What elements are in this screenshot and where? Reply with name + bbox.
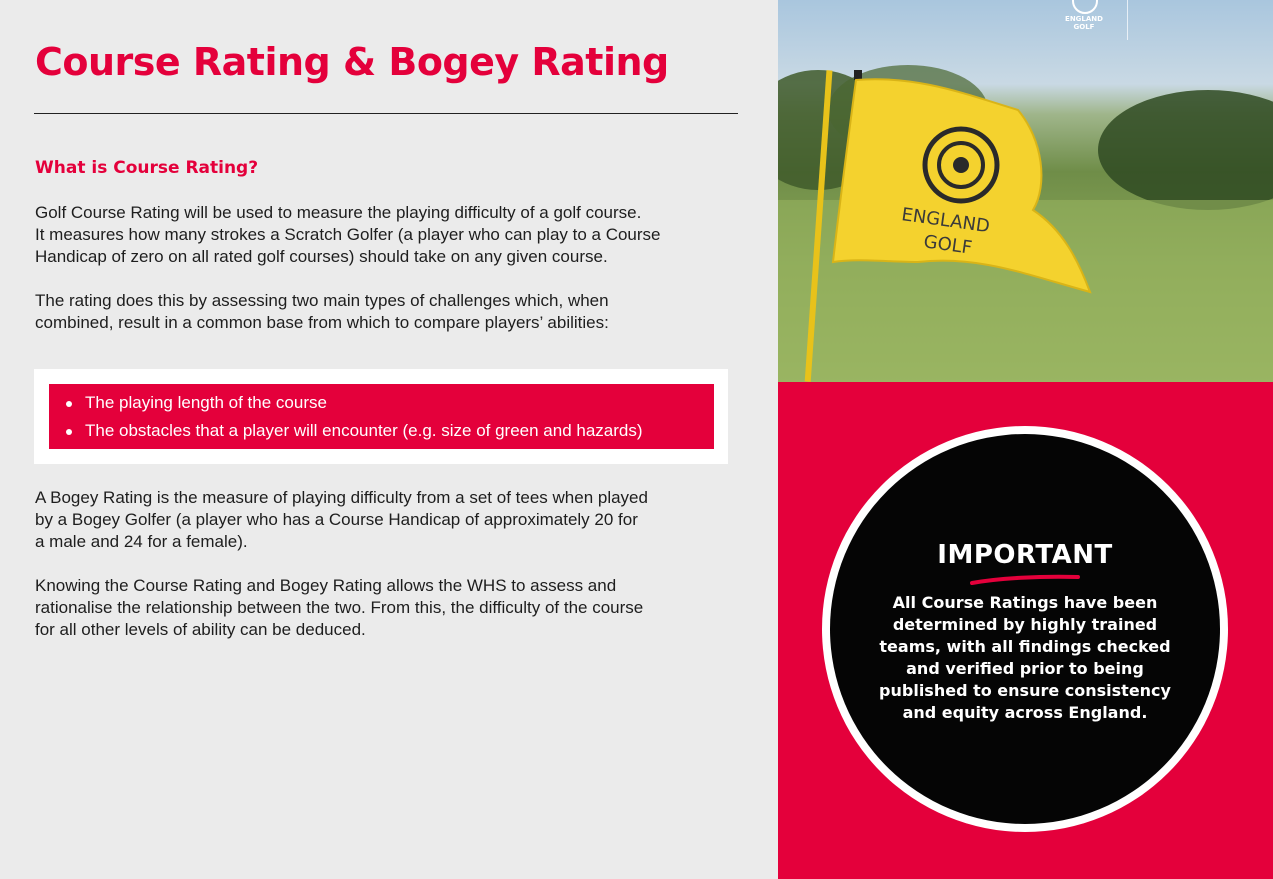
important-text [875,592,1175,724]
important-panel [778,382,1273,879]
text-line: It measures how many strokes a Scratch Golfer (a player who can play to a Course [35,225,661,244]
challenges-callout-box [49,384,714,449]
important-circle-inner [830,434,1220,824]
text-line: A Bogey Rating is the measure of playing difficulty from a set of tees when played [35,488,648,507]
text-line: All Course Ratings have been [892,593,1158,612]
knowing-paragraph [35,575,735,641]
text-line: teams, with all findings checked [879,637,1171,656]
rating-paragraph [35,290,735,334]
side-column [778,0,1273,879]
text-line: Golf Course Rating will be used to measure the playing difficulty of a golf course. [35,203,642,222]
list-item: The playing length of the course [66,389,643,417]
golf-flag-photo [778,0,1273,382]
logo-divider [1127,0,1128,40]
text-line: for all other levels of ability can be deduced. [35,620,366,639]
brush-stroke-underline [970,574,1080,586]
text-line: and verified prior to being [906,659,1144,678]
tree-blur [1098,90,1273,210]
list-item: The obstacles that a player will encounter (e.g. size of green and hazards) [66,417,643,445]
bogey-paragraph [35,487,735,553]
text-line: rationalise the relationship between the two. From this, the difficulty of the course [35,598,644,617]
important-circle [822,426,1228,832]
text-line: The rating does this by assessing two main types of challenges which, when [35,291,609,310]
text-line: Handicap of zero on all rated golf courses) should take on any given course. [35,247,608,266]
text-line: and equity across England. [902,703,1148,722]
text-line: a male and 24 for a female). [35,532,248,551]
text-line: by a Bogey Golfer (a player who has a Course Handicap of approximately 20 for [35,510,638,529]
flag-text-line1: ENGLAND [900,204,992,238]
flag-text-line2: GOLF [922,231,974,259]
logo-wordmark [1059,15,1109,31]
text-line: combined, result in a common base from which to compare players’ abilities: [35,313,609,332]
title-divider [34,113,738,114]
logo-line1: ENGLAND [1065,15,1103,23]
text-line: published to ensure consistency [879,681,1171,700]
page-title: Course Rating & Bogey Rating [35,40,669,84]
important-title: IMPORTANT [937,540,1113,570]
text-line: determined by highly trained [892,615,1158,634]
flag-illustration [778,0,1273,382]
intro-paragraph [35,202,735,268]
section-subheading: What is Course Rating? [35,158,259,178]
challenges-list [66,389,643,445]
logo-line2: GOLF [1073,23,1095,31]
england-golf-logo [1059,0,1273,40]
rose-logo-icon [1072,0,1098,14]
pole-tip [854,70,862,80]
text-line: Knowing the Course Rating and Bogey Rating allows the WHS to assess and [35,576,617,595]
challenges-callout [34,369,728,464]
